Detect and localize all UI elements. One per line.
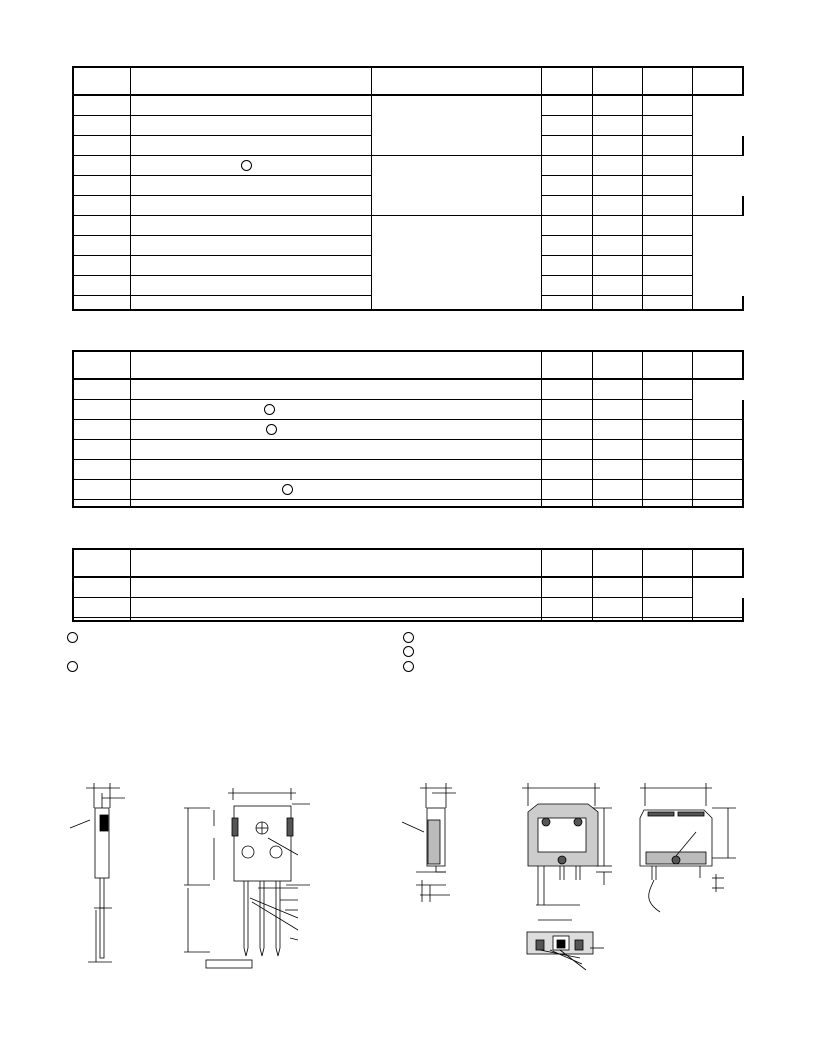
note-marker-icon bbox=[241, 160, 252, 171]
thermal-characteristics-table bbox=[72, 350, 744, 508]
note-marker-icon bbox=[266, 424, 277, 435]
note-4-marker-icon bbox=[403, 646, 414, 657]
note-2-marker-icon bbox=[67, 661, 78, 672]
mechanical-characteristics-table bbox=[72, 548, 744, 622]
note-marker-icon bbox=[282, 484, 293, 495]
note-marker-icon bbox=[264, 404, 275, 415]
electrical-characteristics-table bbox=[72, 66, 744, 311]
note-5-marker-icon bbox=[403, 661, 414, 672]
note-1-marker-icon bbox=[67, 632, 78, 643]
note-3-marker-icon bbox=[403, 632, 414, 643]
